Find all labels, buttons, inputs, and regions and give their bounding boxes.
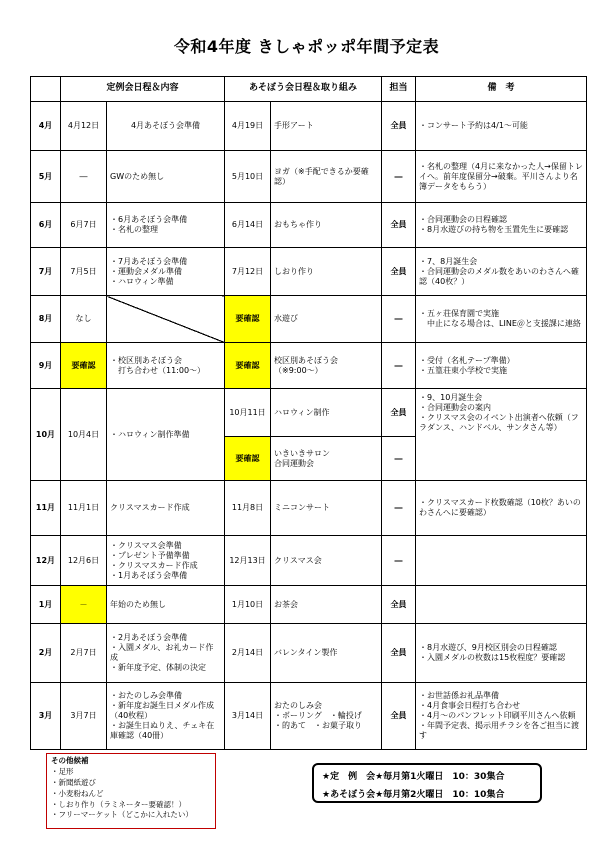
biko-cell: ・お世話係お礼品準備 ・4月食事会日程打ち合わせ ・4月～のパンフレット印刷平川さんへ依頼 ・年間予定表、掲示用チラシを各ご担当に渡す: [416, 683, 587, 750]
meeting-schedule-box: [312, 763, 542, 803]
regular-content: ・2月あそぼう会準備 ・入園メダル、お礼カード作成 ・新年度予定、体制の決定: [107, 624, 225, 683]
asobo-content: 校区別あそぼう会 （※9:00～）: [271, 343, 382, 389]
asobo-content: ミニコンサート: [271, 481, 382, 536]
biko-cell: ・コンサート予約は4/1～可能: [416, 102, 587, 151]
tanto-cell: 全員: [382, 586, 416, 624]
asobo-date: 3月14日: [225, 683, 271, 750]
asobo-date: 要確認: [225, 343, 271, 389]
regular-date: 7月5日: [61, 248, 107, 296]
regular-date: 10月4日: [61, 389, 107, 481]
other-candidates-heading: その他候補: [51, 756, 89, 765]
tanto-cell: ―: [382, 296, 416, 343]
asobo-content: クリスマス会: [271, 536, 382, 586]
asobo-date: 2月14日: [225, 624, 271, 683]
asobo-date: 12月13日: [225, 536, 271, 586]
biko-cell: ・合同運動会の日程確認 ・8月水遊びの持ち物を玉置先生に要確認: [416, 203, 587, 248]
regular-content: 4月あそぼう会準備: [107, 102, 225, 151]
table-row: [31, 481, 587, 536]
header-regular: 定例会日程＆内容: [61, 77, 225, 102]
month-cell: 9月: [31, 343, 61, 389]
table-row: [31, 151, 587, 203]
asobo-content: お茶会: [271, 586, 382, 624]
regular-date: 2月7日: [61, 624, 107, 683]
list-item: ・しおり作り（ラミネーター要確認！）: [51, 799, 186, 809]
regular-date: ―: [61, 151, 107, 203]
regular-date: 3月7日: [61, 683, 107, 750]
tanto-cell: ―: [382, 151, 416, 203]
tanto-cell: 全員: [382, 389, 416, 437]
regular-content: 年始のため無し: [107, 586, 225, 624]
list-item: ・小麦粉ねんど: [51, 788, 104, 798]
regular-date: 6月7日: [61, 203, 107, 248]
biko-cell: [416, 586, 587, 624]
asobo-date: 要確認: [225, 437, 271, 481]
asobo-content: しおり作り: [271, 248, 382, 296]
month-cell: 6月: [31, 203, 61, 248]
asobo-date: 7月12日: [225, 248, 271, 296]
biko-cell: ・五ヶ荘保育園で実施 中止になる場合は、LINE＠と支援課に連絡: [416, 296, 587, 343]
tanto-cell: 全員: [382, 102, 416, 151]
tanto-cell: ―: [382, 343, 416, 389]
month-cell: 8月: [31, 296, 61, 343]
tanto-cell: 全員: [382, 248, 416, 296]
asobo-content: おもちゃ作り: [271, 203, 382, 248]
biko-cell: ・名札の整理（4月に来なかった人→保留トレイへ。前年度保留分→破棄。平川さんより名簿データをもらう）: [416, 151, 587, 203]
asobo-content: 水遊び: [271, 296, 382, 343]
header-month: [31, 77, 61, 102]
table-row: [31, 248, 587, 296]
asobo-date: 1月10日: [225, 586, 271, 624]
month-cell: 12月: [31, 536, 61, 586]
tanto-cell: 全員: [382, 683, 416, 750]
regular-date: なし: [61, 296, 107, 343]
table-row: [31, 203, 587, 248]
month-cell: 7月: [31, 248, 61, 296]
asobo-content: バレンタイン製作: [271, 624, 382, 683]
asobo-date: 5月10日: [225, 151, 271, 203]
asobo-content: ハロウィン制作: [271, 389, 382, 437]
month-cell: 2月: [31, 624, 61, 683]
regular-content: ・クリスマス会準備 ・プレゼント予備準備 ・クリスマスカード作成 ・1月あそぼう会準備: [107, 536, 225, 586]
table-row: [31, 102, 587, 151]
regular-date: －: [61, 586, 107, 624]
list-item: ・新聞紙遊び: [51, 777, 96, 787]
table-row: [31, 586, 587, 624]
other-candidates-box: [46, 753, 216, 829]
month-cell: 4月: [31, 102, 61, 151]
asobo-content: いきいきサロン 合同運動会: [271, 437, 382, 481]
tanto-cell: ―: [382, 536, 416, 586]
tanto-cell: 全員: [382, 624, 416, 683]
list-item: ・足形: [51, 766, 74, 776]
regular-date: 12月6日: [61, 536, 107, 586]
regular-content: ・6月あそぼう会準備 ・名札の整理: [107, 203, 225, 248]
regular-date: 4月12日: [61, 102, 107, 151]
table-row: [31, 624, 587, 683]
table-row: [31, 389, 587, 437]
biko-cell: ・7、8月誕生会 ・合同運動会のメダル数をあいのわさんへ確認（40枚？）: [416, 248, 587, 296]
regular-content: ・7月あそぼう会準備 ・運動会メダル準備 ・ハロウィン準備: [107, 248, 225, 296]
list-item: ・フリーマーケット（どこかに入れたい）: [51, 810, 193, 820]
table-row: [31, 536, 587, 586]
asobo-date: 4月19日: [225, 102, 271, 151]
month-cell: 1月: [31, 586, 61, 624]
regular-content-empty: [107, 296, 225, 343]
regular-content: GWのため無し: [107, 151, 225, 203]
header-biko: 備 考: [416, 77, 587, 102]
regular-content: ・おたのしみ会準備 ・新年度お誕生日メダル作成（40枚程） ・お誕生日ぬりえ、チェキ在庫確認（40冊）: [107, 683, 225, 750]
month-cell: 3月: [31, 683, 61, 750]
regular-content: ・校区別あそぼう会 打ち合わせ（11:00～）: [107, 343, 225, 389]
asobo-date: 11月8日: [225, 481, 271, 536]
month-cell: 5月: [31, 151, 61, 203]
table-row: [31, 343, 587, 389]
regular-content: クリスマスカード作成: [107, 481, 225, 536]
tanto-cell: ―: [382, 481, 416, 536]
tanto-cell: 全員: [382, 203, 416, 248]
biko-cell: ・クリスマスカード枚数確認（10枚？あいのわさんへに要確認）: [416, 481, 587, 536]
asobo-content: 手形アート: [271, 102, 382, 151]
header-asobo: あそぼう会日程＆取り組み: [225, 77, 382, 102]
asobo-content: ヨガ（※手配できるか要確認）: [271, 151, 382, 203]
asobo-date: 10月11日: [225, 389, 271, 437]
schedule-table: [30, 76, 587, 750]
regular-meeting-time: ★定 例 会★毎月第1火曜日 10：30集合: [322, 772, 505, 782]
asobo-content: おたのしみ会 ・ボーリング ・輪投げ ・的あて ・お菓子取り: [271, 683, 382, 750]
asobo-date: 6月14日: [225, 203, 271, 248]
biko-cell: ・8月水遊び、9月校区別会の日程確認 ・入園メダルの枚数は15枚程度？要確認: [416, 624, 587, 683]
biko-cell: ・受付（名札テープ準備） ・五篁荘東小学校で実施: [416, 343, 587, 389]
page-title: 令和4年度 きしゃポッポ年間予定表: [173, 37, 440, 56]
biko-cell: ・9、10月誕生会 ・合同運動会の案内 ・クリスマス会のイベント出演者へ依頼（フラダンス、ハンドベル、サンタさん等）: [416, 389, 587, 481]
regular-date: 11月1日: [61, 481, 107, 536]
table-row: [31, 683, 587, 750]
tanto-cell: ―: [382, 437, 416, 481]
regular-date: 要確認: [61, 343, 107, 389]
asobo-date: 要確認: [225, 296, 271, 343]
regular-content: ・ハロウィン制作準備: [107, 389, 225, 481]
table-row: [31, 296, 587, 343]
header-row: [31, 77, 587, 102]
asobo-meeting-time: ★あそぼう会★毎月第2火曜日 10：10集合: [322, 790, 505, 800]
biko-cell: [416, 536, 587, 586]
month-cell: 10月: [31, 389, 61, 481]
month-cell: 11月: [31, 481, 61, 536]
header-tanto: 担当: [382, 77, 416, 102]
